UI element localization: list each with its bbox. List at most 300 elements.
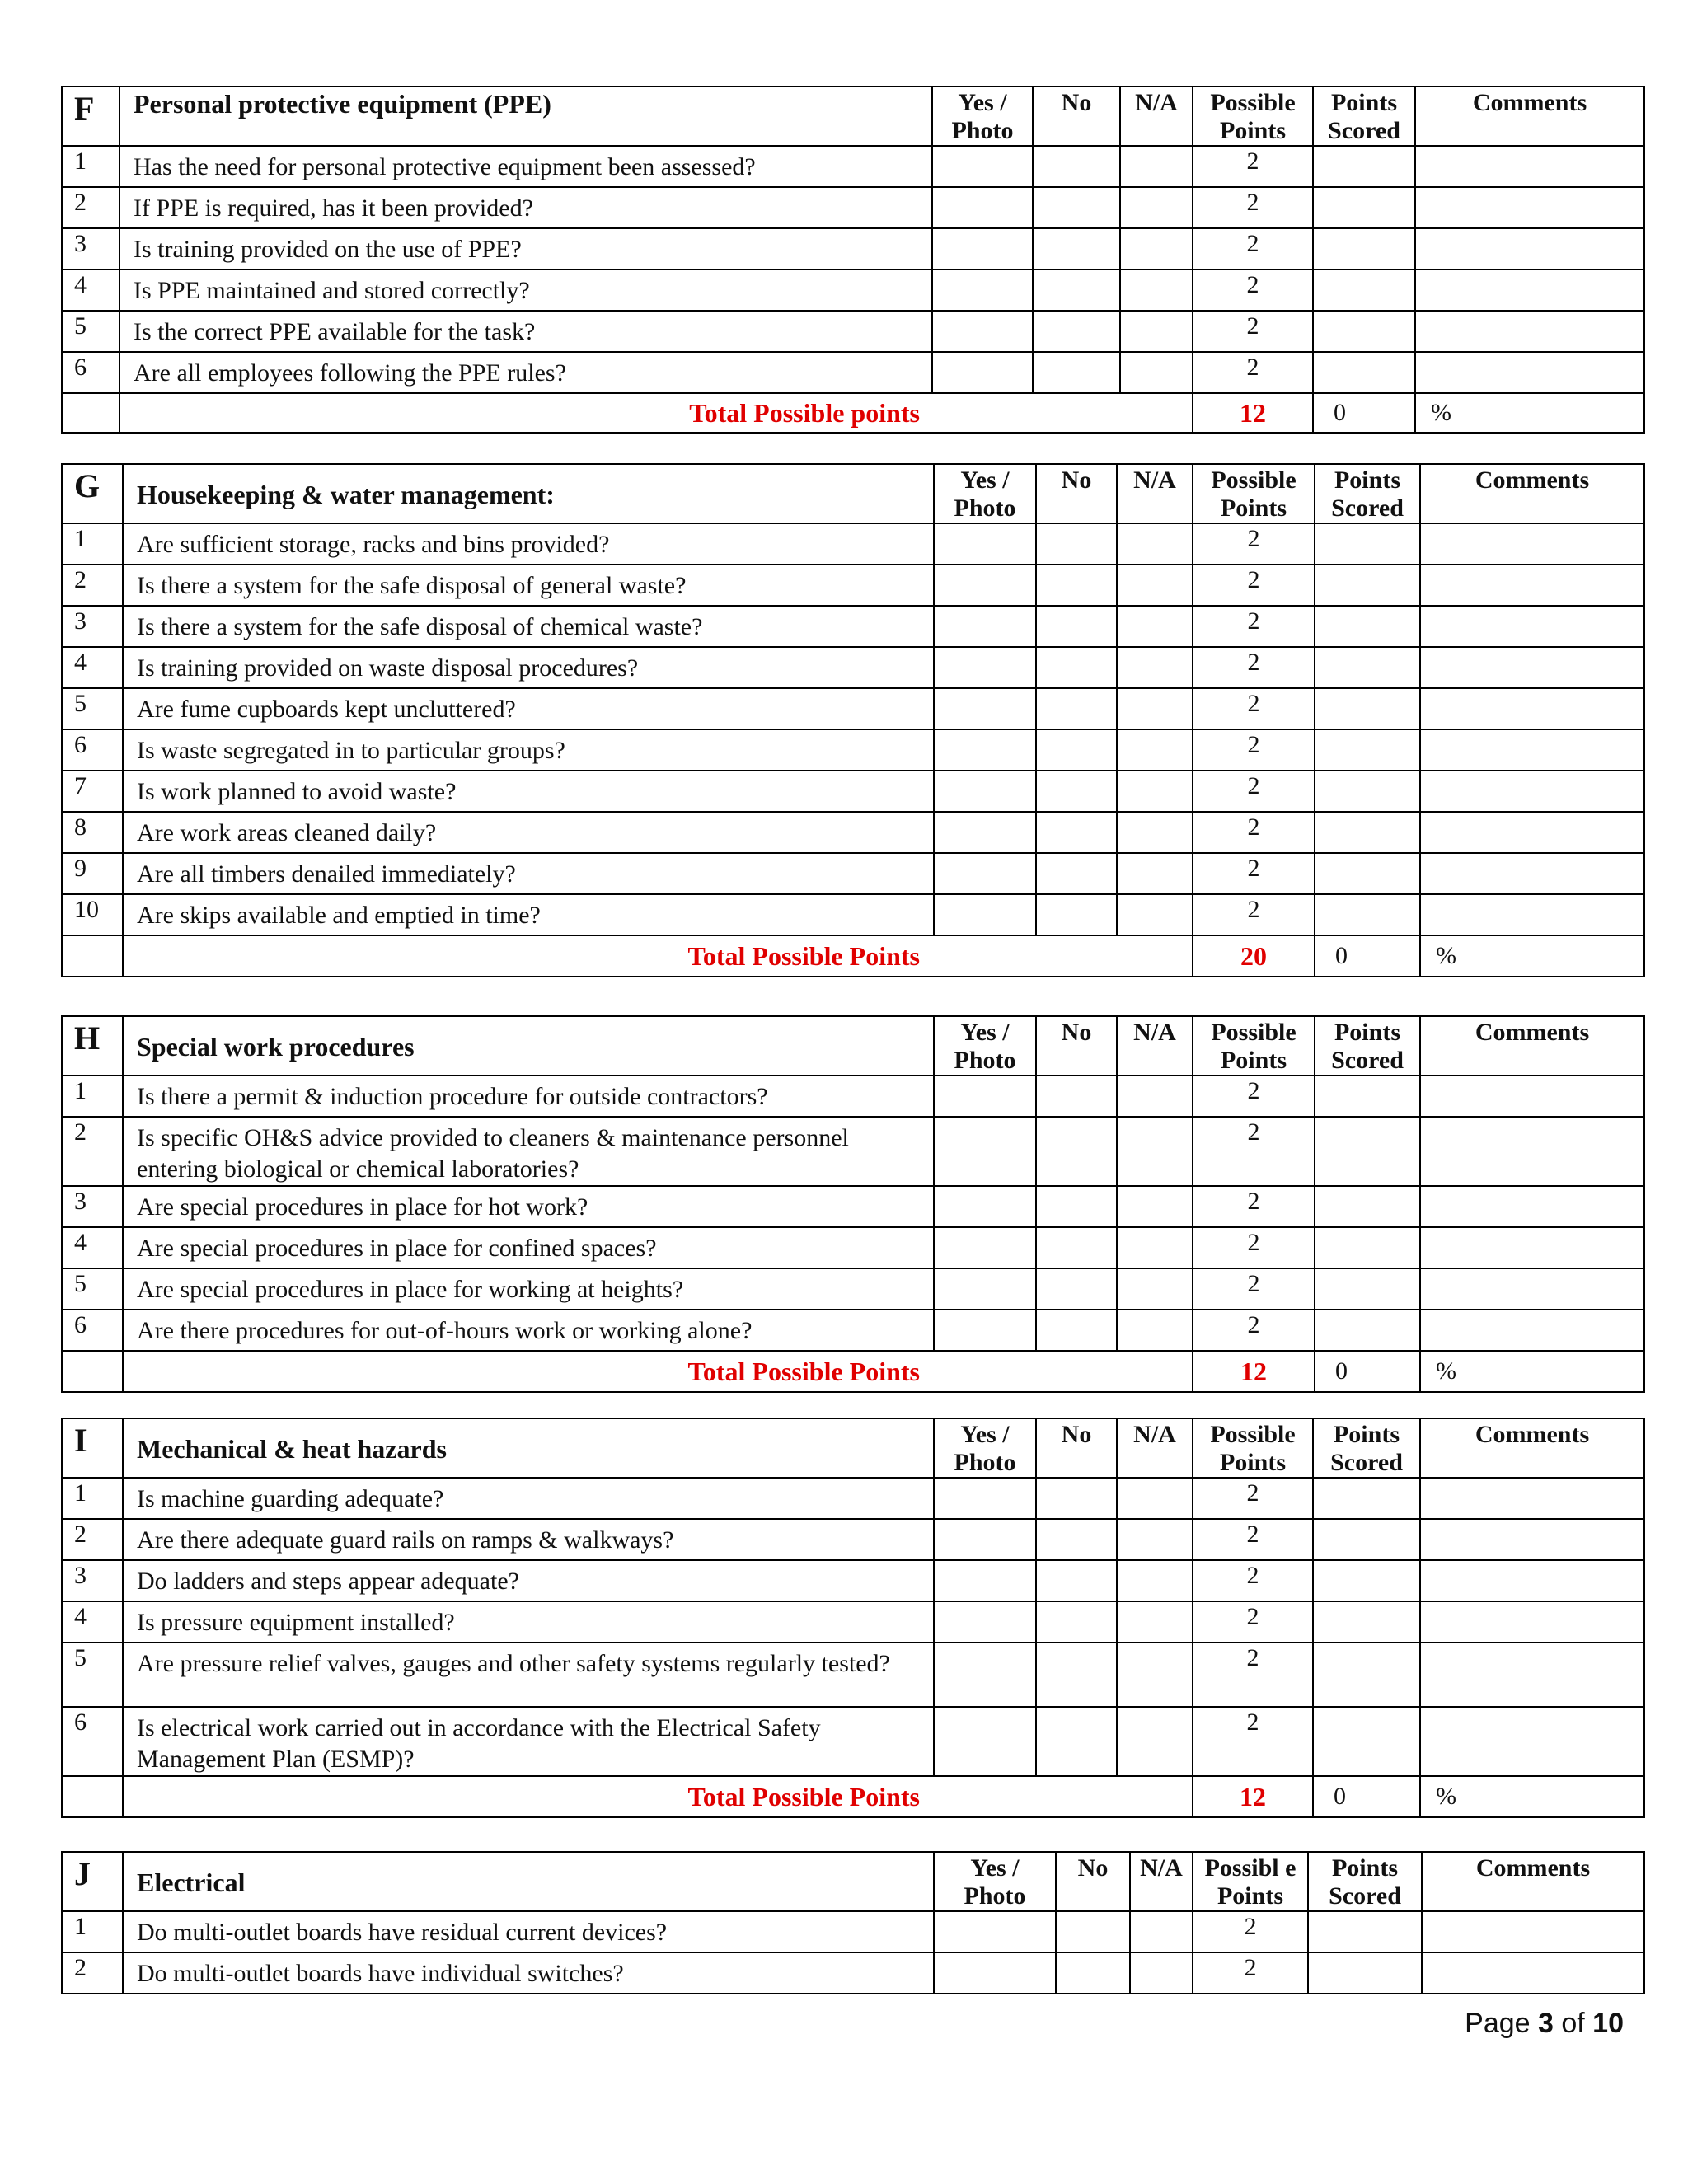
total-row [62,1776,1644,1817]
item-number: 9 [62,853,123,894]
comments-cell[interactable] [1420,1186,1644,1227]
yes-photo-cell[interactable] [934,1186,1036,1227]
item-question: Do multi-outlet boards have residual current devices? [123,1911,934,1952]
item-number: 1 [62,1076,123,1117]
total-possible-value: 12 [1193,1776,1313,1817]
col-na: N/A [1117,1418,1193,1478]
section-i-table [61,1418,1645,1818]
item-number: 6 [62,1310,123,1351]
no-cell[interactable] [1036,1707,1117,1776]
possible-points-cell: 2 [1193,894,1315,935]
item-number: 1 [62,146,120,187]
possible-points-cell: 2 [1193,1952,1308,1994]
no-cell[interactable] [1036,523,1117,565]
yes-photo-cell[interactable] [932,187,1033,228]
possible-points-cell: 2 [1193,1560,1313,1601]
points-scored-cell[interactable] [1315,565,1420,606]
section-header-row [62,87,1644,146]
table-row [62,647,1644,688]
col-na: N/A [1117,464,1193,523]
points-scored-cell[interactable] [1313,352,1415,393]
table-row [62,1707,1644,1776]
table-row [62,187,1644,228]
na-cell[interactable] [1117,1186,1193,1227]
comments-cell[interactable] [1420,1310,1644,1351]
table-row [62,729,1644,771]
item-number: 2 [62,1117,123,1186]
na-cell[interactable] [1117,1519,1193,1560]
comments-cell[interactable] [1420,1560,1644,1601]
total-scored-value: 0 [1313,393,1415,433]
possible-points-cell: 2 [1193,1268,1315,1310]
na-cell[interactable] [1120,311,1193,352]
points-scored-cell[interactable] [1313,228,1415,269]
possible-points-cell: 2 [1193,1601,1313,1643]
possible-points-cell: 2 [1193,565,1315,606]
item-question: Are all timbers denailed immediately? [123,853,934,894]
no-cell[interactable] [1033,352,1120,393]
na-cell[interactable] [1117,1117,1193,1186]
total-label: Total Possible Points [123,935,1193,977]
points-scored-cell[interactable] [1315,1076,1420,1117]
total-label: Total Possible Points [123,1351,1193,1392]
na-cell[interactable] [1117,647,1193,688]
yes-photo-cell[interactable] [932,269,1033,311]
col-points-scored: Points Scored [1308,1852,1422,1911]
points-scored-cell[interactable] [1313,146,1415,187]
item-question: Is there a system for the safe disposal of general waste? [123,565,934,606]
total-possible-value: 12 [1193,393,1313,433]
total-percent: % [1420,1351,1644,1392]
na-cell[interactable] [1120,146,1193,187]
no-cell[interactable] [1033,187,1120,228]
no-cell[interactable] [1036,812,1117,853]
item-number: 3 [62,1560,123,1601]
table-row [62,523,1644,565]
item-number: 4 [62,1601,123,1643]
yes-photo-cell[interactable] [934,894,1036,935]
table-row [62,1643,1644,1707]
yes-photo-cell[interactable] [934,853,1036,894]
item-number: 2 [62,1952,123,1994]
comments-cell[interactable] [1420,1601,1644,1643]
points-scored-cell[interactable] [1315,1268,1420,1310]
no-cell[interactable] [1036,647,1117,688]
no-cell[interactable] [1036,853,1117,894]
item-number: 7 [62,771,123,812]
item-number: 1 [62,1911,123,1952]
table-row [62,1911,1644,1952]
col-no: No [1036,1016,1117,1076]
page-of: of [1553,2008,1593,2039]
col-possible-points: Possible Points [1193,464,1315,523]
points-scored-cell[interactable] [1313,311,1415,352]
points-scored-cell[interactable] [1315,853,1420,894]
points-scored-cell[interactable] [1313,187,1415,228]
points-scored-cell[interactable] [1313,269,1415,311]
section-header-row [62,464,1644,523]
na-cell[interactable] [1120,228,1193,269]
col-points-scored: Points Scored [1315,1016,1420,1076]
table-row [62,771,1644,812]
col-possible-points: Possible Points [1193,1016,1315,1076]
comments-cell[interactable] [1422,1911,1644,1952]
comments-cell[interactable] [1420,1478,1644,1519]
comments-cell[interactable] [1420,894,1644,935]
comments-cell[interactable] [1420,1643,1644,1707]
page-total: 10 [1592,2008,1624,2039]
comments-cell[interactable] [1420,1227,1644,1268]
table-row [62,812,1644,853]
points-scored-cell[interactable] [1313,1643,1420,1707]
section-j-table [61,1851,1645,1994]
points-scored-cell[interactable] [1315,1117,1420,1186]
yes-photo-cell[interactable] [934,1911,1056,1952]
na-cell[interactable] [1120,352,1193,393]
na-cell[interactable] [1117,606,1193,647]
points-scored-cell[interactable] [1315,771,1420,812]
possible-points-cell: 2 [1193,1186,1315,1227]
comments-cell[interactable] [1420,565,1644,606]
points-scored-cell[interactable] [1315,1227,1420,1268]
na-cell[interactable] [1117,1227,1193,1268]
possible-points-cell: 2 [1193,269,1313,311]
item-question: Do multi-outlet boards have individual switches? [123,1952,934,1994]
no-cell[interactable] [1036,1076,1117,1117]
possible-points-cell: 2 [1193,1478,1313,1519]
total-percent: % [1420,1776,1644,1817]
table-row [62,1478,1644,1519]
comments-cell[interactable] [1415,352,1644,393]
item-number: 3 [62,1186,123,1227]
no-cell[interactable] [1036,1519,1117,1560]
na-cell[interactable] [1117,1643,1193,1707]
col-na: N/A [1117,1016,1193,1076]
table-row [62,269,1644,311]
na-cell[interactable] [1117,812,1193,853]
no-cell[interactable] [1036,894,1117,935]
comments-cell[interactable] [1420,729,1644,771]
yes-photo-cell[interactable] [934,1227,1036,1268]
col-comments: Comments [1420,464,1644,523]
points-scored-cell[interactable] [1315,729,1420,771]
possible-points-cell: 2 [1193,1310,1315,1351]
possible-points-cell: 2 [1193,1227,1315,1268]
item-question: If PPE is required, has it been provided? [120,187,932,228]
no-cell[interactable] [1036,1310,1117,1351]
no-cell[interactable] [1036,729,1117,771]
yes-photo-cell[interactable] [934,1560,1036,1601]
na-cell[interactable] [1117,688,1193,729]
na-cell[interactable] [1117,729,1193,771]
yes-photo-cell[interactable] [934,1117,1036,1186]
item-question: Are work areas cleaned daily? [123,812,934,853]
yes-photo-cell[interactable] [934,1643,1036,1707]
item-question: Is there a permit & induction procedure for outside contractors? [123,1076,934,1117]
item-number: 1 [62,523,123,565]
comments-cell[interactable] [1415,228,1644,269]
na-cell[interactable] [1120,187,1193,228]
comments-cell[interactable] [1420,812,1644,853]
yes-photo-cell[interactable] [934,1310,1036,1351]
no-cell[interactable] [1036,1478,1117,1519]
item-number: 6 [62,729,123,771]
points-scored-cell[interactable] [1315,647,1420,688]
comments-cell[interactable] [1415,269,1644,311]
item-number: 1 [62,1478,123,1519]
no-cell[interactable] [1056,1911,1130,1952]
points-scored-cell[interactable] [1315,812,1420,853]
no-cell[interactable] [1036,1227,1117,1268]
points-scored-cell[interactable] [1315,894,1420,935]
col-possible-points: Possible Points [1193,87,1313,146]
total-scored-value: 0 [1315,1351,1420,1392]
no-cell[interactable] [1036,565,1117,606]
col-comments: Comments [1420,1418,1644,1478]
yes-photo-cell[interactable] [934,1268,1036,1310]
item-number: 10 [62,894,123,935]
item-number: 3 [62,606,123,647]
comments-cell[interactable] [1415,311,1644,352]
section-header-row [62,1852,1644,1911]
na-cell[interactable] [1117,1478,1193,1519]
points-scored-cell[interactable] [1313,1560,1420,1601]
item-question: Is specific OH&S advice provided to cleaners & maintenance personnel entering biological or chemical laboratories? [123,1117,934,1186]
comments-cell[interactable] [1422,1952,1644,1994]
table-row [62,1519,1644,1560]
possible-points-cell: 2 [1193,688,1315,729]
col-no: No [1036,464,1117,523]
no-cell[interactable] [1033,146,1120,187]
points-scored-cell[interactable] [1308,1911,1422,1952]
yes-photo-cell[interactable] [934,523,1036,565]
item-question: Are special procedures in place for working at heights? [123,1268,934,1310]
possible-points-cell: 2 [1193,853,1315,894]
item-question: Is work planned to avoid waste? [123,771,934,812]
no-cell[interactable] [1036,1560,1117,1601]
item-number: 5 [62,688,123,729]
na-cell[interactable] [1130,1952,1193,1994]
table-row [62,1560,1644,1601]
table-row [62,146,1644,187]
possible-points-cell: 2 [1193,1911,1308,1952]
total-row [62,393,1644,433]
points-scored-cell[interactable] [1315,1186,1420,1227]
table-row [62,1076,1644,1117]
yes-photo-cell[interactable] [934,1519,1036,1560]
col-yes-photo: Yes / Photo [934,464,1036,523]
table-row [62,1310,1644,1351]
possible-points-cell: 2 [1193,146,1313,187]
item-question: Is training provided on the use of PPE? [120,228,932,269]
no-cell[interactable] [1036,1117,1117,1186]
no-cell[interactable] [1036,606,1117,647]
points-scored-cell[interactable] [1313,1478,1420,1519]
total-possible-value: 12 [1193,1351,1315,1392]
no-cell[interactable] [1036,1643,1117,1707]
comments-cell[interactable] [1420,606,1644,647]
yes-photo-cell[interactable] [934,1707,1036,1776]
comments-cell[interactable] [1420,853,1644,894]
yes-photo-cell[interactable] [934,812,1036,853]
na-cell[interactable] [1117,894,1193,935]
item-question: Are special procedures in place for hot work? [123,1186,934,1227]
item-question: Are pressure relief valves, gauges and other safety systems regularly tested? [123,1643,934,1707]
table-row [62,606,1644,647]
col-yes-photo: Yes / Photo [934,1852,1056,1911]
col-yes-photo: Yes / Photo [934,1016,1036,1076]
points-scored-cell[interactable] [1315,606,1420,647]
item-number: 4 [62,647,123,688]
na-cell[interactable] [1117,1268,1193,1310]
table-row [62,1268,1644,1310]
comments-cell[interactable] [1420,688,1644,729]
yes-photo-cell[interactable] [934,647,1036,688]
item-number: 3 [62,228,120,269]
possible-points-cell: 2 [1193,311,1313,352]
points-scored-cell[interactable] [1315,688,1420,729]
comments-cell[interactable] [1420,1519,1644,1560]
col-no: No [1036,1418,1117,1478]
yes-photo-cell[interactable] [934,729,1036,771]
item-question: Do ladders and steps appear adequate? [123,1560,934,1601]
comments-cell[interactable] [1420,1117,1644,1186]
points-scored-cell[interactable] [1313,1707,1420,1776]
page-number [1465,2008,1624,2040]
col-points-scored: Points Scored [1313,87,1415,146]
item-question: Is PPE maintained and stored correctly? [120,269,932,311]
yes-photo-cell[interactable] [934,688,1036,729]
item-question: Are all employees following the PPE rules? [120,352,932,393]
possible-points-cell: 2 [1193,1707,1313,1776]
points-scored-cell[interactable] [1313,1601,1420,1643]
na-cell[interactable] [1117,1310,1193,1351]
comments-cell[interactable] [1415,146,1644,187]
yes-photo-cell[interactable] [932,352,1033,393]
comments-cell[interactable] [1420,771,1644,812]
possible-points-cell: 2 [1193,1643,1313,1707]
item-number: 2 [62,1519,123,1560]
na-cell[interactable] [1117,853,1193,894]
yes-photo-cell[interactable] [932,311,1033,352]
possible-points-cell: 2 [1193,812,1315,853]
no-cell[interactable] [1036,1186,1117,1227]
yes-photo-cell[interactable] [934,1952,1056,1994]
no-cell[interactable] [1033,311,1120,352]
possible-points-cell: 2 [1193,771,1315,812]
no-cell[interactable] [1036,1601,1117,1643]
comments-cell[interactable] [1415,187,1644,228]
table-row [62,1952,1644,1994]
section-header-row [62,1016,1644,1076]
table-row [62,228,1644,269]
item-question: Is waste segregated in to particular groups? [123,729,934,771]
total-scored-value: 0 [1313,1776,1420,1817]
yes-photo-cell[interactable] [934,771,1036,812]
na-cell[interactable] [1117,1076,1193,1117]
total-label: Total Possible points [120,393,1193,433]
total-percent: % [1415,393,1644,433]
yes-photo-cell[interactable] [934,1076,1036,1117]
item-number: 6 [62,1707,123,1776]
col-possible-points: Possibl e Points [1193,1852,1308,1911]
yes-photo-cell[interactable] [932,146,1033,187]
na-cell[interactable] [1117,1601,1193,1643]
total-percent: % [1420,935,1644,977]
comments-cell[interactable] [1420,1268,1644,1310]
possible-points-cell: 2 [1193,1117,1315,1186]
item-number: 6 [62,352,120,393]
item-number: 4 [62,1227,123,1268]
comments-cell[interactable] [1420,1076,1644,1117]
section-title: Special work procedures [123,1016,934,1076]
section-letter: G [62,464,123,523]
points-scored-cell[interactable] [1313,1519,1420,1560]
col-yes-photo: Yes / Photo [934,1418,1036,1478]
na-cell[interactable] [1117,523,1193,565]
item-question: Are special procedures in place for confined spaces? [123,1227,934,1268]
total-scored-value: 0 [1315,935,1420,977]
comments-cell[interactable] [1420,647,1644,688]
na-cell[interactable] [1120,269,1193,311]
no-cell[interactable] [1056,1952,1130,1994]
possible-points-cell: 2 [1193,606,1315,647]
table-row [62,1227,1644,1268]
item-question: Are there procedures for out-of-hours work or working alone? [123,1310,934,1351]
section-letter: F [62,87,120,146]
comments-cell[interactable] [1420,1707,1644,1776]
no-cell[interactable] [1036,771,1117,812]
total-row [62,1351,1644,1392]
na-cell[interactable] [1117,1560,1193,1601]
col-yes-photo: Yes / Photo [932,87,1033,146]
table-row [62,1601,1644,1643]
item-question: Is there a system for the safe disposal of chemical waste? [123,606,934,647]
possible-points-cell: 2 [1193,1519,1313,1560]
possible-points-cell: 2 [1193,1076,1315,1117]
page-prefix: Page [1465,2008,1538,2039]
yes-photo-cell[interactable] [934,1478,1036,1519]
points-scored-cell[interactable] [1308,1952,1422,1994]
no-cell[interactable] [1036,1268,1117,1310]
no-cell[interactable] [1033,228,1120,269]
na-cell[interactable] [1130,1911,1193,1952]
section-title: Housekeeping & water management: [123,464,934,523]
col-comments: Comments [1422,1852,1644,1911]
table-row [62,565,1644,606]
total-blank-cell [62,1351,123,1392]
col-possible-points: Possible Points [1193,1418,1313,1478]
no-cell[interactable] [1036,688,1117,729]
comments-cell[interactable] [1420,523,1644,565]
section-g-table [61,463,1645,977]
section-title: Electrical [123,1852,934,1911]
item-number: 8 [62,812,123,853]
no-cell[interactable] [1033,269,1120,311]
item-question: Are fume cupboards kept uncluttered? [123,688,934,729]
yes-photo-cell[interactable] [932,228,1033,269]
points-scored-cell[interactable] [1315,523,1420,565]
yes-photo-cell[interactable] [934,565,1036,606]
item-question: Is pressure equipment installed? [123,1601,934,1643]
yes-photo-cell[interactable] [934,606,1036,647]
possible-points-cell: 2 [1193,647,1315,688]
na-cell[interactable] [1117,1707,1193,1776]
na-cell[interactable] [1117,771,1193,812]
na-cell[interactable] [1117,565,1193,606]
yes-photo-cell[interactable] [934,1601,1036,1643]
points-scored-cell[interactable] [1315,1310,1420,1351]
